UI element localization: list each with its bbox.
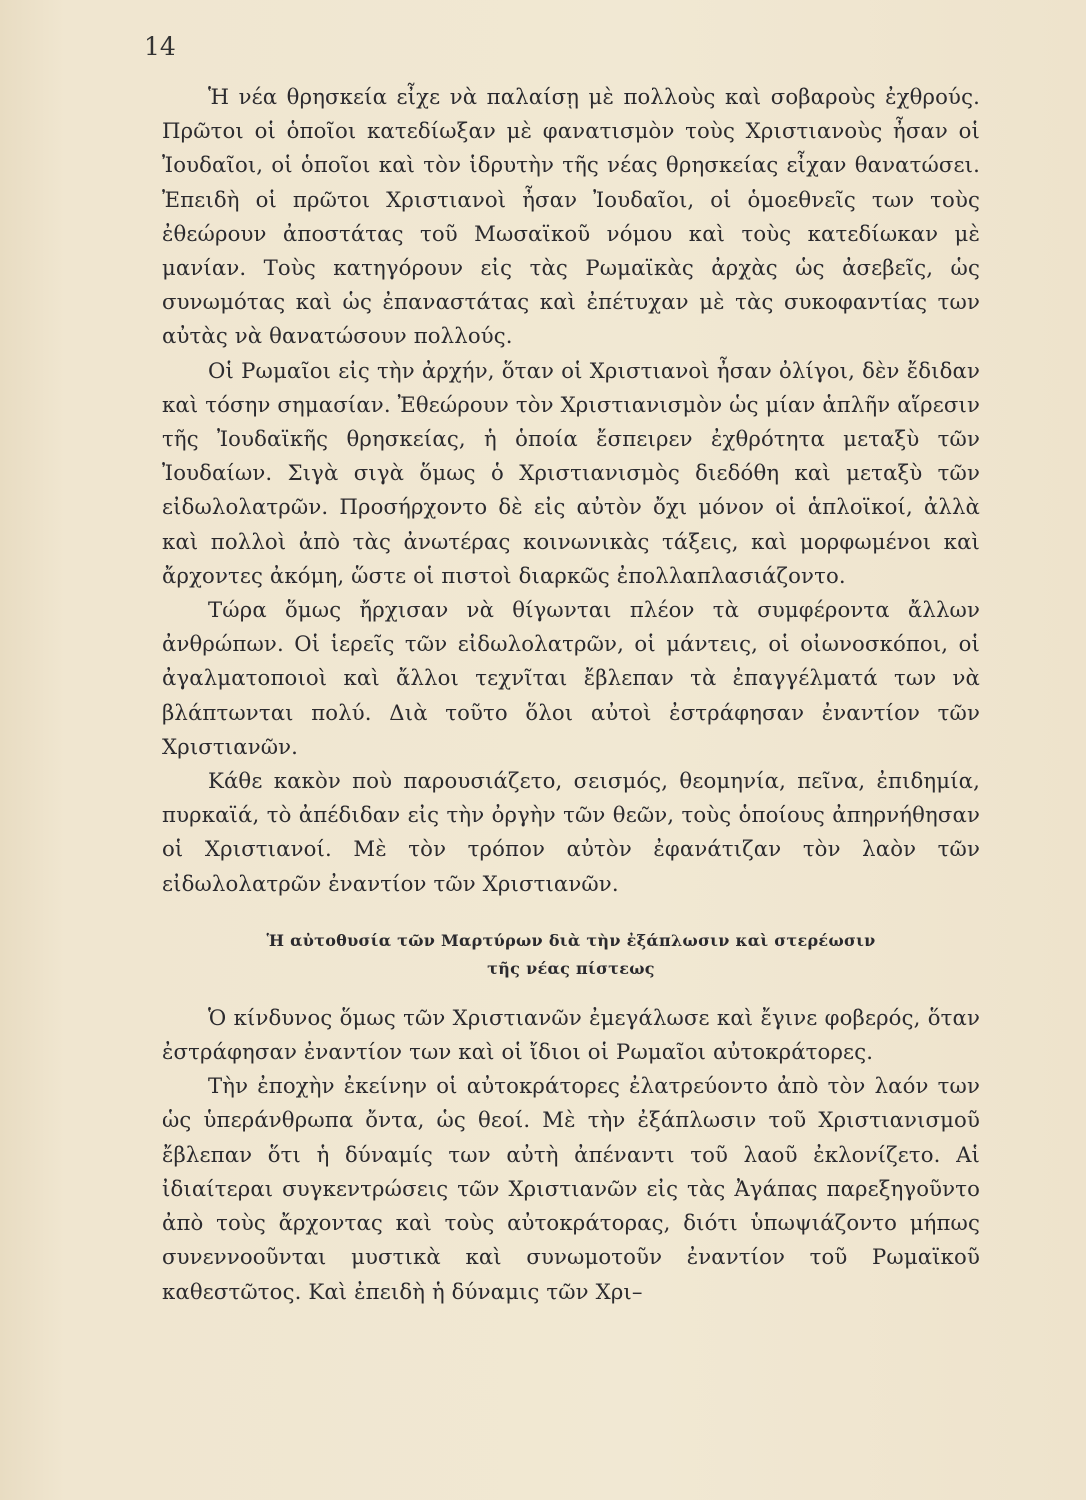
paragraph: Ὁ κίνδυνος ὅμως τῶν Χριστιανῶν ἐμεγάλωσε καὶ ἔγινε φοβερός, ὅταν ἐστράφησαν ἐναντίον των καὶ οἱ ἴδιοι οἱ Ρωμαῖοι αὐτοκράτορες. — [162, 1004, 980, 1065]
page-number: 14 — [144, 32, 176, 61]
paragraph: Τώρα ὅμως ἤρχισαν νὰ θίγωνται πλέον τὰ συμφέροντα ἄλλων ἀνθρώπων. Οἱ ἱερεῖς τῶν εἰδωλολατρῶν, οἱ μάντεις, οἱ οἰωνοσκόποι, οἱ ἀγαλματοποιοὶ καὶ ἄλλοι τεχνῖται ἔβλεπαν τὰ ἐπαγγέλματά των νὰ βλάπτωνται πολύ. Διὰ τοῦτο ὅλοι αὐτοὶ ἐστράφησαν ἐναντίον τῶν Χριστιανῶν. — [162, 597, 980, 759]
section-heading-line-1: Ἡ αὐτοθυσία τῶν Μαρτύρων διὰ τὴν ἐξάπλωσιν καὶ στερέωσιν — [266, 930, 876, 950]
paragraph: Κάθε κακὸν ποὺ παρουσιάζετο, σεισμός, θεομηνία, πεῖνα, ἐπιδημία, πυρκαϊά, τὸ ἀπέδιδαν εἰς τὴν ὀργὴν τῶν θεῶν, τοὺς ὁποίους ἀπηρνήθησαν οἱ Χριστιανοί. Μὲ τὸν τρόπον αὐτὸν ἐφανάτιζαν τὸν λαὸν τῶν εἰδωλολατρῶν ἐναντίον τῶν Χριστιανῶν. — [162, 768, 980, 896]
paragraph: Οἱ Ρωμαῖοι εἰς τὴν ἀρχήν, ὅταν οἱ Χριστιανοὶ ἦσαν ὀλίγοι, δὲν ἔδιδαν καὶ τόσην σημασίαν. Ἐθεώρουν τὸν Χριστιανισμὸν ὡς μίαν ἁπλῆν αἵρεσιν τῆς Ἰουδαϊκῆς θρησκείας, ἡ ὁποία ἔσπειρεν ἐχθρότητα μεταξὺ τῶν Ἰουδαίων. Σιγὰ σιγὰ ὅμως ὁ Χριστιανισμὸς διεδόθη καὶ μεταξὺ τῶν εἰδωλολατρῶν. Προσήρχοντο δὲ εἰς αὐτὸν ὄχι μόνον οἱ ἁπλοϊκοί, ἀλλὰ καὶ πολλοὶ ἀπὸ τὰς ἀνωτέρας κοινωνικὰς τάξεις, καὶ μορφωμένοι καὶ ἄρχοντες ἀκόμη, ὥστε οἱ πιστοὶ διαρκῶς ἐπολλαπλασιάζοντο. — [162, 357, 980, 588]
paragraph: Τὴν ἐποχὴν ἐκείνην οἱ αὐτοκράτορες ἐλατρεύοντο ἀπὸ τὸν λαόν των ὡς ὑπεράνθρωπα ὄντα, ὡς θεοί. Μὲ τὴν ἐξάπλωσιν τοῦ Χριστιανισμοῦ ἔβλεπαν ὅτι ἡ δύναμίς των αὐτὴ ἀπέναντι τοῦ λαοῦ ἐκλονίζετο. Αἱ ἰδιαίτεραι συγκεντρώσεις τῶν Χριστιανῶν εἰς τὰς Ἀγάπας παρεξηγοῦντο ἀπὸ τοὺς ἄρχοντας καὶ τοὺς αὐτοκράτορας, διότι ὑπωψιάζοντο μήπως συνεννοοῦνται μυστικὰ καὶ συνωμοτοῦν ἐναντίον τοῦ Ρωμαϊκοῦ καθεστῶτος. Καὶ ἐπειδὴ ἡ δύναμις τῶν Χρι– — [162, 1073, 980, 1304]
section-heading — [162, 927, 980, 983]
body-text — [162, 80, 980, 1309]
paragraph: Ἡ νέα θρησκεία εἶχε νὰ παλαίσῃ μὲ πολλοὺς καὶ σοβαροὺς ἐχθρούς. Πρῶτοι οἱ ὁποῖοι κατεδίωξαν μὲ φανατισμὸν τοὺς Χριστιανοὺς ἦσαν οἱ Ἰουδαῖοι, οἱ ὁποῖοι καὶ τὸν ἱδρυτὴν τῆς νέας θρησκείας εἶχαν θανατώσει. Ἐπειδὴ οἱ πρῶτοι Χριστιανοὶ ἦσαν Ἰουδαῖοι, οἱ ὁμοεθνεῖς των τοὺς ἐθεώρουν ἀποστάτας τοῦ Μωσαϊκοῦ νόμου καὶ τοὺς κατεδίωκαν μὲ μανίαν. Τοὺς κατηγόρουν εἰς τὰς Ρωμαϊκὰς ἀρχὰς ὡς ἀσεβεῖς, ὡς συνωμότας καὶ ὡς ἐπαναστάτας καὶ ἐπέτυχαν μὲ τὰς συκοφαντίας των αὐτὰς νὰ θανατώσουν πολλούς. — [162, 84, 980, 349]
section-heading-line-2: τῆς νέας πίστεως — [487, 958, 655, 978]
